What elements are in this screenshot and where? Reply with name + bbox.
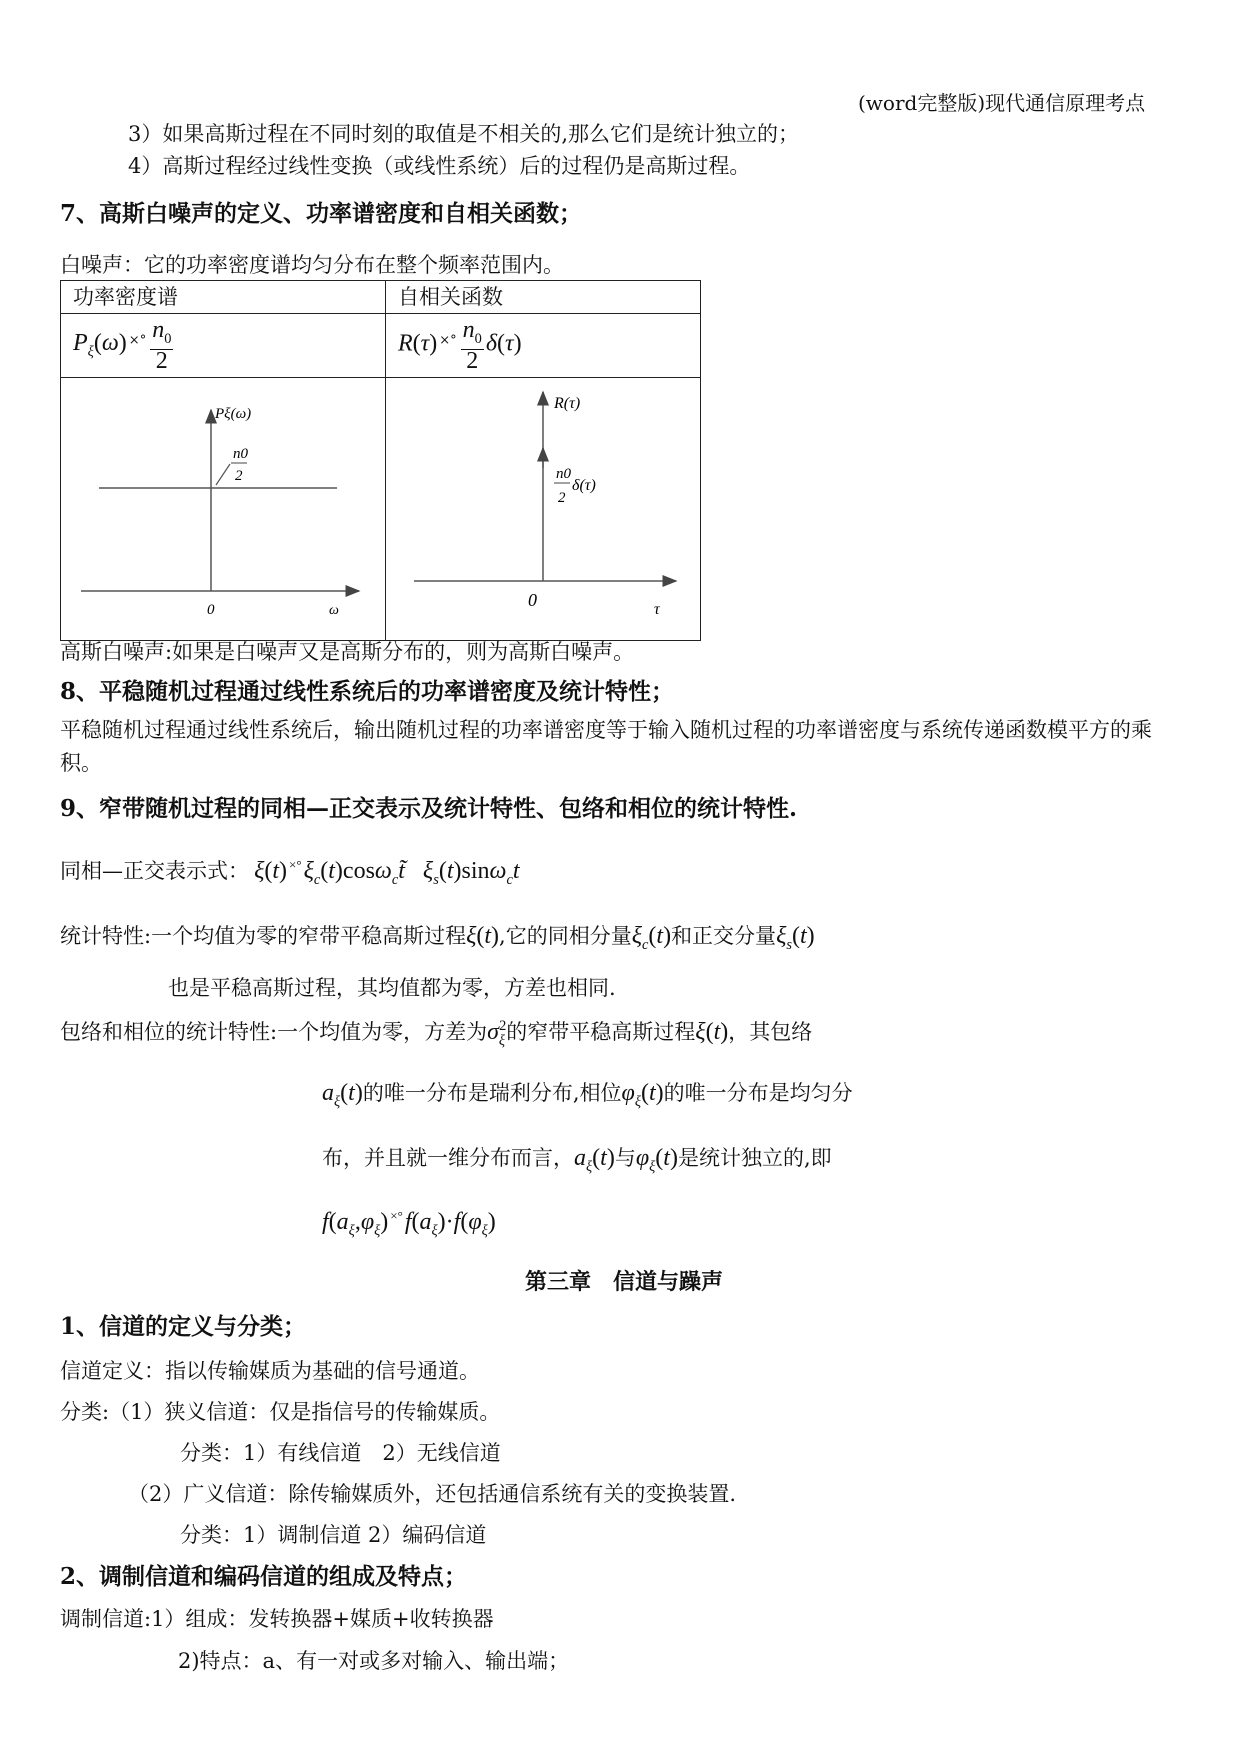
white-noise-table bbox=[60, 280, 701, 641]
statistics-label: 统计特性:一个均值为零的窄带平稳高斯过程 bbox=[60, 924, 467, 948]
statistics-line-1: 统计特性:一个均值为零的窄带平稳高斯过程ξ(t),它的同相分量$\xi_c(t)$和正交分量$\xi_s(t)$ bbox=[60, 923, 815, 953]
section-9-heading: 9、窄带随机过程的同相—正交表示及统计特性、包络和相位的统计特性. bbox=[60, 795, 798, 822]
section-8-body: 平稳随机过程通过线性系统后，输出随机过程的功率谱密度等于输入随机过程的功率谱密度与系统传递函数模平方的乘积。 bbox=[60, 718, 1152, 775]
gauss-property-3: 3）如果高斯过程在不同时刻的取值是不相关的,那么它们是统计独立的； bbox=[128, 122, 800, 146]
envelope-text-d: 的唯一分布是均匀分 bbox=[663, 1081, 853, 1105]
gauss-property-4: 4）高斯过程经过线性变换（或线性系统）后的过程仍是高斯过程。 bbox=[128, 154, 751, 178]
chapter-3-section-2-heading: 2、调制信道和编码信道的组成及特点； bbox=[60, 1563, 468, 1590]
section-8-heading: 8、平稳随机过程通过线性系统后的功率谱密度及统计特性； bbox=[60, 678, 675, 705]
psd-y-label: Pξ(ω) bbox=[215, 406, 252, 422]
autocorr-level-den: 2 bbox=[558, 490, 566, 506]
iq-label: 同相—正交表示式： bbox=[60, 859, 249, 883]
autocorr-origin-label: 0 bbox=[528, 590, 537, 610]
envelope-text-b: ，其包络 bbox=[728, 1020, 813, 1044]
joint-pdf-formula: $f(a_\xi,\varphi_\xi)$ $^{\times^\circ}f(a_\xi)\cdot f(\varphi_\xi)$ bbox=[322, 1208, 496, 1239]
autocorr-graph bbox=[386, 378, 700, 636]
envelope-text-a: 的窄带平稳高斯过程 bbox=[506, 1020, 696, 1044]
narrow-channel: 分类:（1）狭义信道：仅是指信号的传输媒质。 bbox=[60, 1400, 501, 1424]
gaussian-white-noise-definition: 高斯白噪声:如果是白噪声又是高斯分布的，则为高斯白噪声。 bbox=[60, 640, 635, 664]
psd-origin-label: 0 bbox=[207, 602, 215, 618]
chapter-3-section-1-heading: 1、信道的定义与分类； bbox=[60, 1313, 307, 1340]
psd-level-num: n0 bbox=[233, 446, 248, 462]
autocorr-y-label: R(τ) bbox=[554, 395, 581, 412]
modulation-channel-features: 2)特点：a、有一对或多对输入、输出端； bbox=[178, 1649, 570, 1673]
autocorr-column-header: 自相关函数 bbox=[386, 281, 701, 314]
envelope-line-3: 布，并且就一维分布而言，$a_\xi(t)$与$\varphi_\xi(t)$是统计独立的,即 bbox=[322, 1145, 832, 1175]
page-header: (word完整版)现代通信原理考点 bbox=[858, 91, 1146, 115]
statistics-text-b: 和正交分量 bbox=[671, 924, 777, 948]
psd-graph bbox=[61, 378, 385, 636]
statistics-text-a: ,它的同相分量 bbox=[499, 924, 632, 948]
channel-definition: 信道定义：指以传输媒质为基础的信号通道。 bbox=[60, 1359, 480, 1383]
modulation-channel-composition: 调制信道:1）组成：发转换器+媒质+收转换器 bbox=[60, 1607, 494, 1631]
autocorr-figure-cell bbox=[386, 378, 701, 641]
envelope-text-f: 与 bbox=[614, 1146, 636, 1170]
chapter-3-title: 第三章 信道与躁声 bbox=[525, 1269, 724, 1295]
autocorr-formula: R(τ) ×° $\frac{n_0}{2}$ δ(τ) bbox=[386, 314, 701, 378]
psd-x-label: ω bbox=[329, 603, 339, 618]
psd-level-den: 2 bbox=[235, 468, 243, 484]
white-noise-definition: 白噪声：它的功率密度谱均匀分布在整个频率范围内。 bbox=[60, 253, 564, 277]
envelope-text-c: 的唯一分布是瑞利分布,相位 bbox=[362, 1081, 622, 1105]
envelope-text-g: 是统计独立的,即 bbox=[677, 1146, 832, 1170]
narrow-channel-types: 分类：1）有线信道 2）无线信道 bbox=[180, 1441, 501, 1465]
psd-figure-cell bbox=[61, 378, 386, 641]
autocorr-x-label: τ bbox=[654, 601, 660, 618]
level-pointer bbox=[216, 464, 230, 485]
section-7-heading: 7、高斯白噪声的定义、功率谱密度和自相关函数； bbox=[60, 200, 583, 227]
broad-channel-types: 分类：1）调制信道 2）编码信道 bbox=[180, 1523, 487, 1547]
psd-formula: $P_\xi(\omega)$ ×° $\frac{n_0}{2}$ bbox=[61, 314, 386, 378]
psd-column-header: 功率密度谱 bbox=[61, 281, 386, 314]
autocorr-impulse-label: δ(τ) bbox=[572, 477, 596, 494]
iq-representation bbox=[60, 857, 520, 889]
broad-channel: （2）广义信道：除传输媒质外，还包括通信系统有关的变换装置. bbox=[128, 1482, 737, 1506]
statistics-line-2: 也是平稳高斯过程，其均值都为零，方差也相同. bbox=[168, 976, 616, 1000]
iq-formula: ξ(t) $^{\times^\circ}\xi_c(t)\cos\omega_ct̃$ $\xi_s(t)\sin\omega_ct$ bbox=[254, 857, 520, 888]
autocorr-level-num: n0 bbox=[556, 466, 571, 482]
envelope-label: 包络和相位的统计特性:一个均值为零，方差为 bbox=[60, 1020, 488, 1044]
envelope-line-1: 包络和相位的统计特性:一个均值为零，方差为$\sigma_\xi^2$的窄带平稳高斯过程ξ(t)，其包络 bbox=[60, 1018, 813, 1049]
envelope-text-e: 布，并且就一维分布而言， bbox=[322, 1146, 574, 1170]
envelope-line-2: $a_\xi(t)$的唯一分布是瑞利分布,相位$\varphi_\xi(t)$的唯一分布是均匀分 bbox=[322, 1080, 853, 1110]
